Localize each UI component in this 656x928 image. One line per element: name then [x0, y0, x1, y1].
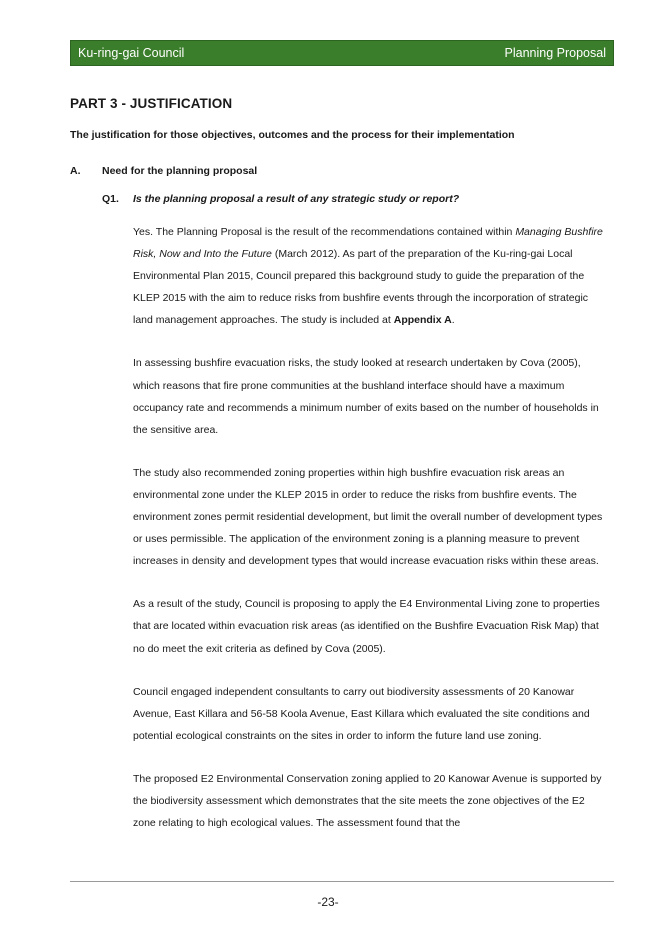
section-title: Need for the planning proposal — [102, 165, 258, 177]
justification-intro: The justification for those objectives, outcomes and the process for their implementation — [70, 129, 515, 141]
paragraph-2: In assessing bushfire evacuation risks, the study looked at research undertaken by Cova (2005), which reasons that fire prone communities at the bushland interface should have a maximum occupancy rate and recommends a minimum number of exits based on the number of households in the sensitive area. — [133, 357, 599, 436]
footer-divider — [70, 881, 614, 882]
appendix-reference: Appendix A — [393, 314, 452, 327]
paragraph-6: The proposed E2 Environmental Conservation zoning applied to 20 Kanowar Avenue is supported by the biodiversity assessment which demonstrates that the site meets the zone objectives of the E2 zone relating to high ecological values. The assessment found that the — [133, 772, 602, 830]
section-heading — [70, 164, 615, 178]
question-text: Is the planning proposal a result of any strategic study or report? — [133, 193, 460, 205]
paragraph-1-part-a: Yes. The Planning Proposal is the result of the recommendations contained within — [133, 226, 516, 238]
question-heading — [102, 192, 615, 206]
header-document-type: Planning Proposal — [504, 46, 606, 60]
paragraph-1 — [133, 221, 608, 331]
report-title: Managing Bushfire Risk, Now and Into the Future — [133, 226, 603, 261]
paragraph-5: Council engaged independent consultants to carry out biodiversity assessments of 20 Kanowar Avenue, East Killara and 56-58 Koola Avenue, East Killara which evaluated the site conditions and potential ecological constraints on the sites in order to inform the future land use zoning. — [133, 685, 590, 742]
header-council-name: Ku-ring-gai Council — [78, 46, 185, 60]
paragraph-1-part-e: . — [451, 314, 455, 327]
running-header — [70, 40, 614, 66]
paragraph-1-part-c: (March 2012). As part of the preparation of the Ku-ring-gai Local Environmental Plan 2015, Council prepared this background study to guide the preparation of the KLEP 2015 with the aim to reduce risks from bushfire events through the incorporation of strategic land management approaches. The study is included at — [133, 248, 589, 327]
part-title: PART 3 - JUSTIFICATION — [70, 96, 233, 111]
question-number: Q1. — [102, 193, 119, 205]
page-content — [70, 94, 615, 855]
paragraph-3: The study also recommended zoning properties within high bushfire evacuation risk areas an environmental zone under the KLEP 2015 in order to reduce the risks from bushfire events. The environment zones permit residential development, but limit the overall number of development types or uses permissible. The application of the environment zoning is a planning measure to prevent increases in density and development types that would increase evacuation risks within these areas. — [133, 466, 603, 568]
answer-body — [133, 221, 608, 834]
paragraph-4: As a result of the study, Council is proposing to apply the E4 Environmental Living zone to properties that are located within evacuation risk areas (as identified on the Bushfire Evacuation Risk Map) that no do meet the exit criteria as defined by Cova (2005). — [133, 598, 600, 655]
section-number: A. — [70, 165, 81, 177]
page-number: -23- — [317, 895, 339, 909]
